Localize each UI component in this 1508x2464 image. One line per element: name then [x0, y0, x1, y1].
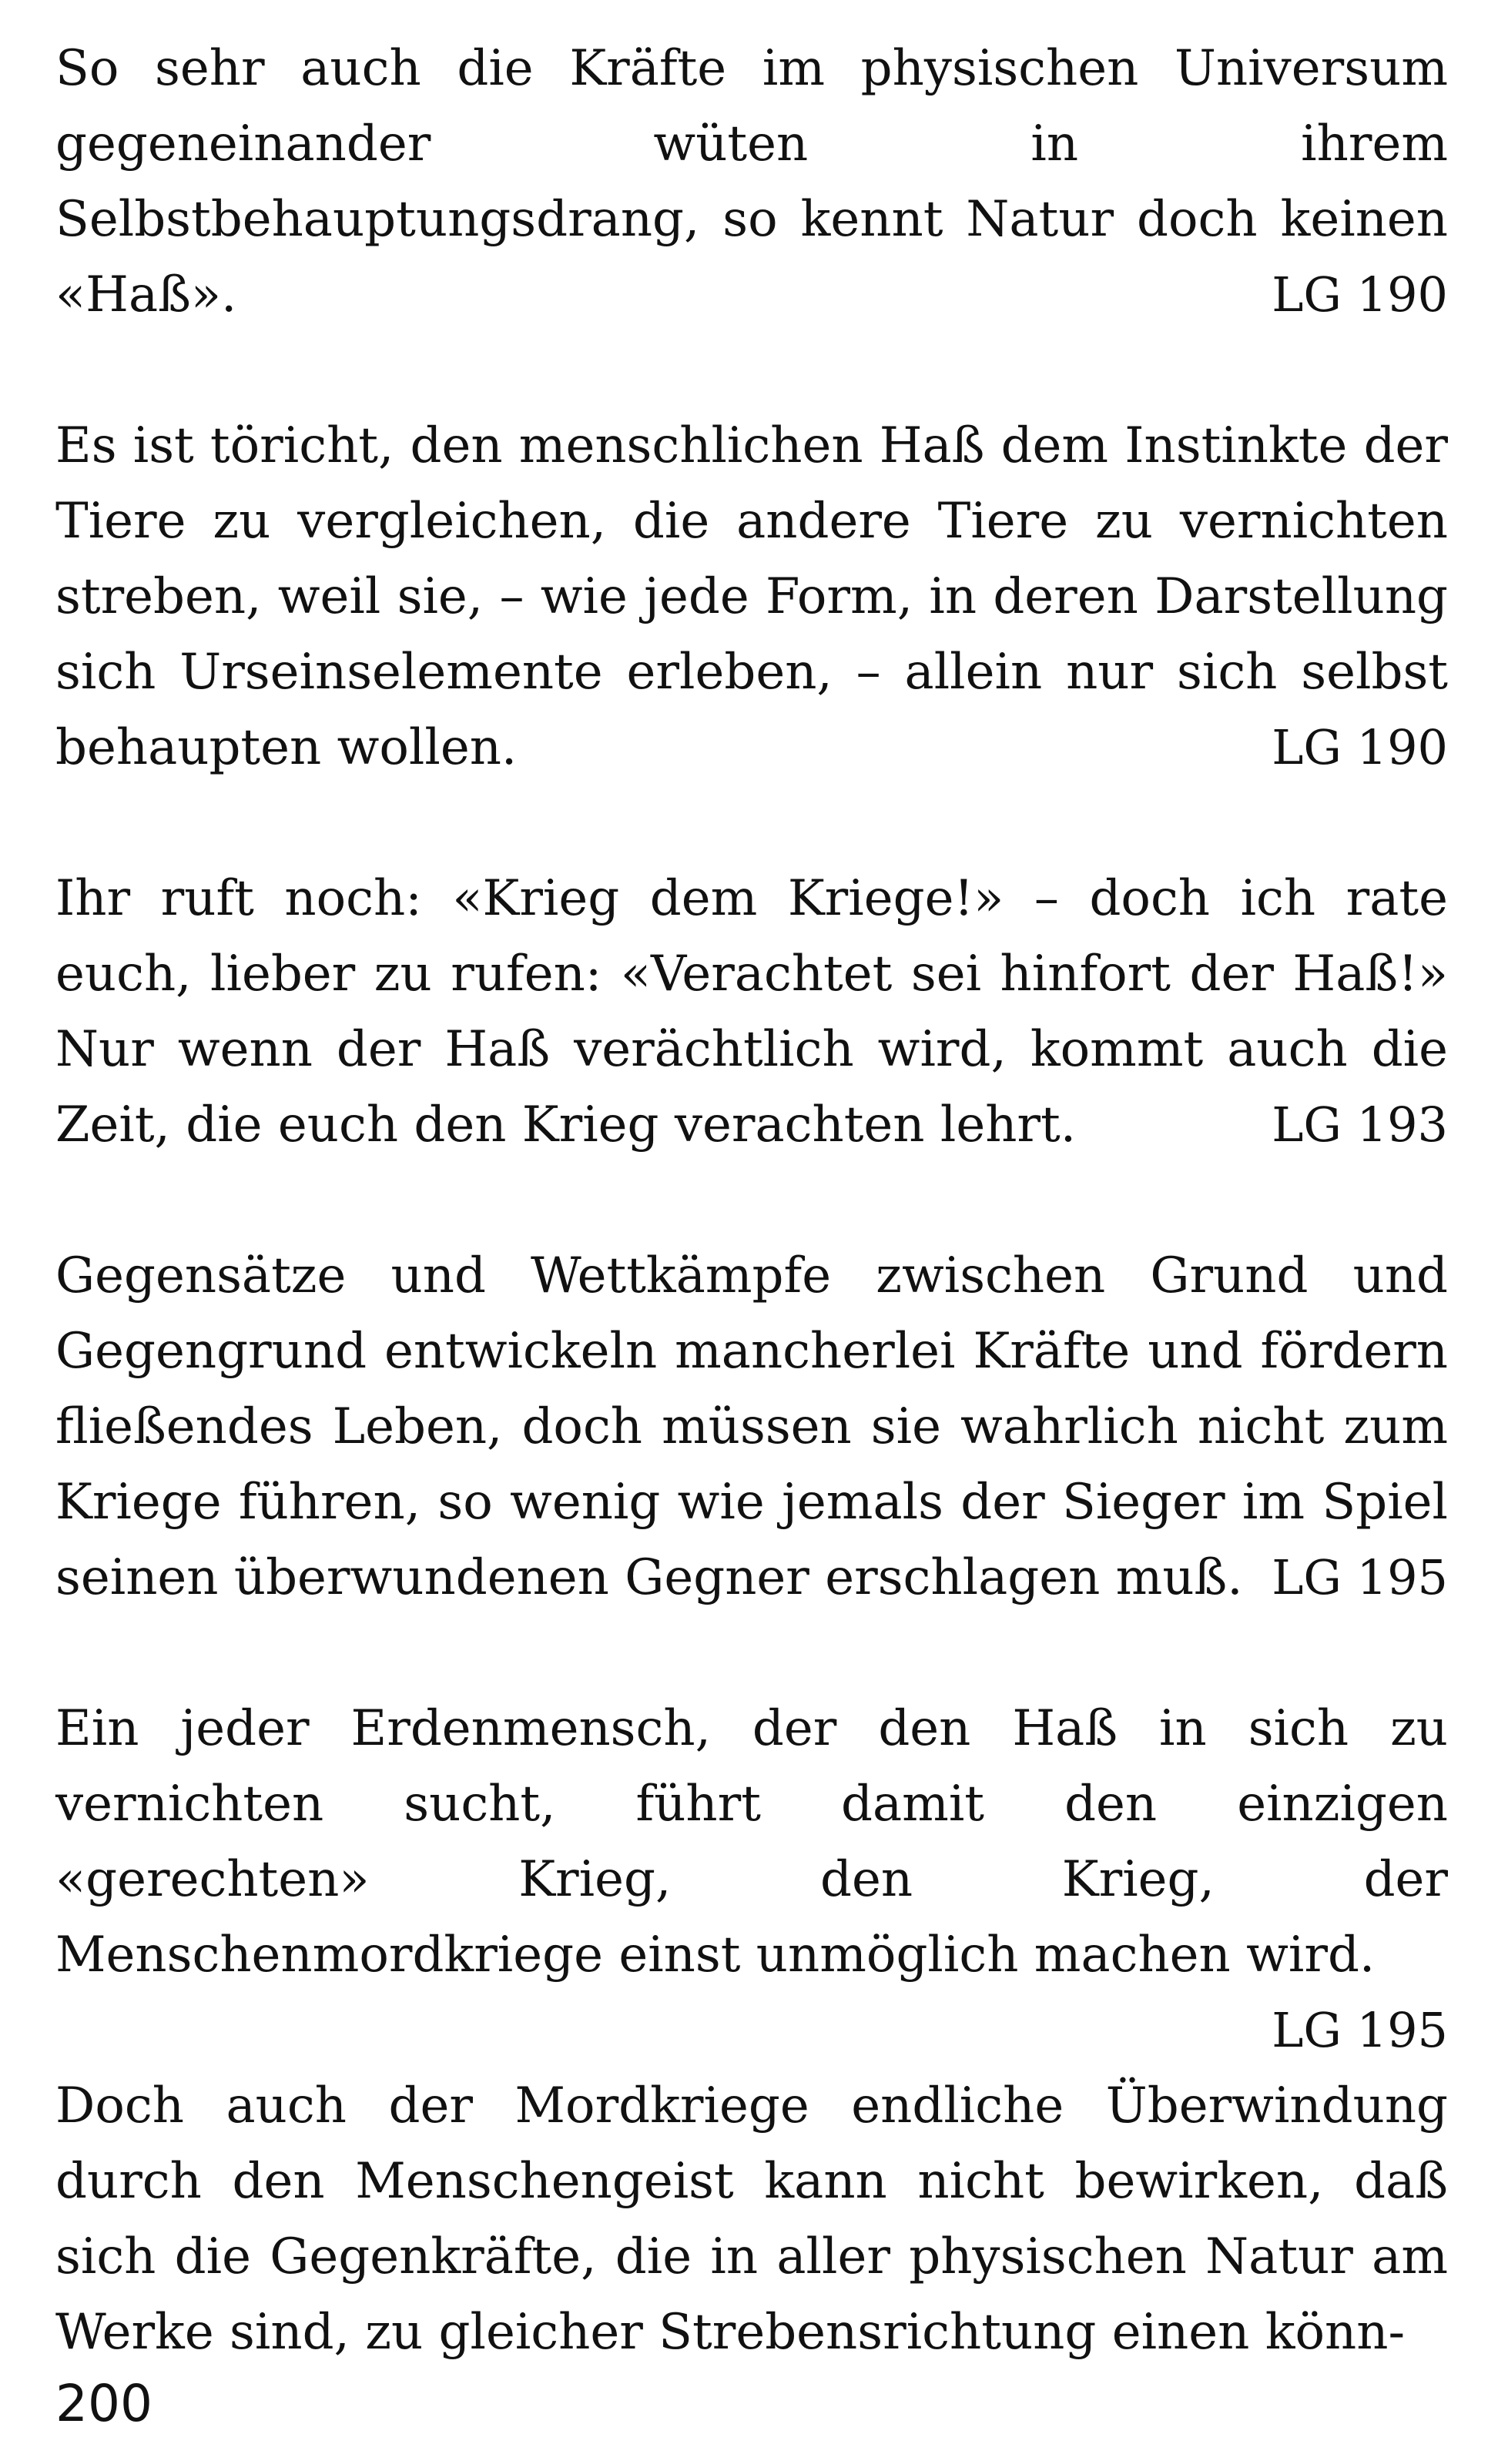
reference-label: LG 195 — [1272, 2002, 1448, 2058]
paragraph-text: Ihr ruft noch: «Krieg dem Kriege!» – doch ich rate euch, lieber zu rufen: «Verachtet sei hinfort der Haß!» Nur wenn der Haß verächtlich wird, kommt auch die Zeit, die euch den Krieg verachten lehrt. — [55, 870, 1448, 1153]
paragraph-3 — [55, 861, 1448, 1163]
page-number: 200 — [55, 2374, 152, 2433]
paragraph-4 — [55, 1238, 1448, 1615]
reference-label: LG 195 — [1272, 1549, 1448, 1605]
paragraph-text: So sehr auch die Kräfte im physischen Universum gegeneinander wüten in ihrem Selbstbehauptungsdrang, so kennt Natur doch keinen «Haß». — [55, 40, 1448, 323]
reference-label: LG 193 — [1272, 1096, 1448, 1153]
reference-label: LG 190 — [1272, 719, 1448, 775]
paragraph-6 — [55, 2068, 1448, 2370]
paragraph-2 — [55, 408, 1448, 785]
paragraph-5 — [55, 1691, 1448, 2058]
paragraph-text: Gegensätze und Wettkämpfe zwischen Grund und Gegengrund entwickeln mancherlei Kräfte und fördern fließendes Leben, doch müssen sie wahrlich nicht zum Kriege führen, so wenig wie jemals der Sieger im Spiel seinen überwundenen Gegner erschlagen muß. — [55, 1247, 1448, 1606]
paragraph-text: Doch auch der Mordkriege endliche Überwindung durch den Menschengeist kann nicht bewirken, daß sich die Gegenkräfte, die in aller physischen Natur am Werke sind, zu gleicher Strebensrichtung einen könn- — [55, 2077, 1448, 2361]
page-body — [55, 31, 1448, 2446]
paragraph-text: Ein jeder Erdenmensch, der den Haß in sich zu vernichten sucht, führt damit den einzigen «gerechten» Krieg, den Krieg, der Menschenmordkriege einst unmöglich machen wird. — [55, 1700, 1448, 1984]
reference-label: LG 190 — [1272, 266, 1448, 323]
paragraph-1 — [55, 31, 1448, 333]
paragraph-text: Es ist töricht, den menschlichen Haß dem Instinkte der Tiere zu vergleichen, die andere Tiere zu vernichten streben, weil sie, – wie jede Form, in deren Darstellung sich Urseinselemente erleben, – allein nur sich selbst behaupten wollen. — [55, 417, 1448, 776]
